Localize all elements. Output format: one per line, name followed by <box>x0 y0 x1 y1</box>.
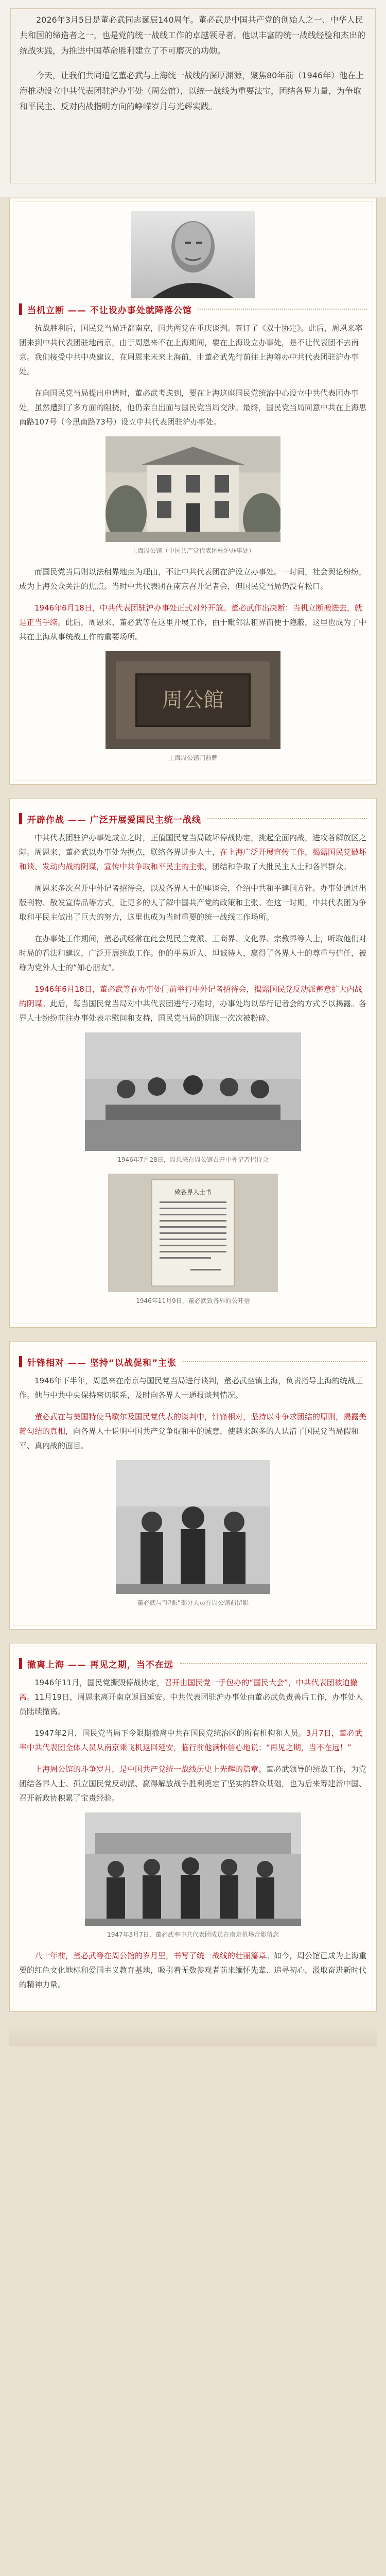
heading-divider <box>207 818 367 819</box>
nameplate-text: 周公館 <box>162 688 224 712</box>
section-heading <box>19 303 367 315</box>
section-heading <box>19 1356 367 1367</box>
section-title: 针锋相对 —— 坚持“以战促和”主张 <box>27 1358 177 1368</box>
photo-caption: 上海周公馆（中国共产党代表团驻沪办事处） <box>131 547 255 554</box>
heading-divider <box>198 309 367 310</box>
highlight-text: 1946年6月18日，中共代表团驻沪办事处正式对外开放。董必武作出决断：当机立断搬进去，就是正当手续 <box>19 603 362 627</box>
press-conference-photo <box>85 1032 301 1151</box>
highlight-text: 上海周公馆的斗争岁月，是中国共产党统一战线历史上光辉的篇章 <box>34 1765 259 1774</box>
body-paragraph: 而国民党当局则以法租界地点为理由，不让中共代表团在沪设立办事处。一时间，社会舆论纷纷，成为上海公众关注的焦点。当时中共代表团在南京召开记者会，但国民党当局仍没有松口。 <box>19 567 367 591</box>
body-paragraph <box>19 831 367 874</box>
body-paragraph: 在向国民党当局提出申请时，董必武考虑到，要在上海这座国民党统治中心设立中共代表团办事处，虽然遭到了多方面的阻挠，他仍亲自出面与国民党当局交涉。最终，国民党当局同意中共在上海思南路107号（今思南路73号）设立中共代表团驻沪办事处。 <box>19 388 367 427</box>
body-text: 中共代表团驻沪办事处成立之时，正值国民党当局破坏停战协定，挑起全面内战，进攻各解放区之际。周恩来、董必武以办事处为据点，联络各界进步人士， <box>19 833 367 857</box>
letter-title: 致各界人士书 <box>174 1189 212 1196</box>
content-wrap <box>0 197 386 2046</box>
highlight-text: 1946年6月18日，董必武等在办事处门前举行中外记者招待会，揭露国民党反动派蓄意扩大内战的阴谋 <box>19 985 362 1008</box>
body-paragraph: 1946年下半年，周恩来在南京与国民党当局进行谈判，董必武坐镇上海，负责指导上海的统战工作。他与中共中央保持密切联系，及时向各界人士通报谈判情况。 <box>19 1376 363 1400</box>
body-paragraph: 在办事处工作期间，董必武经常在此会见民主党派、工商界、文化界、宗教界等人士，听取他们对时局的看法和建议，广泛开展统战工作。他的平易近人、坦诚待人，赢得了各界人士的尊重与信任，被称为党外人士的“知心朋友”。 <box>19 934 367 972</box>
letter-photo <box>108 1174 278 1292</box>
section-title: 当机立断 —— 不让设办事处就降落公馆 <box>27 305 192 316</box>
photo-caption: 1946年11月9日，董必武致各界的公开信 <box>136 1297 250 1304</box>
photo-caption: 1946年7月28日，周恩来在周公馆召开中外记者招待会 <box>117 1156 269 1163</box>
article-card <box>9 1341 377 1630</box>
group-photo <box>116 1460 270 1594</box>
intro-section <box>0 0 386 197</box>
article-card <box>9 798 377 1328</box>
body-text: 1947年2月，国民党当局下令限期撤离中共在国民党统治区的所有机构和人员。 <box>34 1728 306 1738</box>
body-text: ，向各界人士说明中国共产党争取和平的诚意，使越来越多的人认清了国民党当局假和平、真内战的面目。 <box>19 1427 359 1450</box>
body-text: 。如今，周公馆已成为上海重要的红色文化地标和爱国主义教育基地，吸引着无数参观者前来缅怀先辈、追寻初心，汲取奋进新时代的精神力量。 <box>19 1951 367 1989</box>
body-text: 。董必武领导的统战工作，为党团结各界人士、孤立国民党反动派、赢得解放战争胜利奠定了坚实的群众基础，也为后来筹建新中国、召开新政协积累了宝贵经验。 <box>19 1765 367 1803</box>
body-paragraph <box>19 1675 367 1719</box>
article-card <box>9 198 377 785</box>
portrait-photo <box>131 211 255 298</box>
photo-caption: 董必武与“特派”部分人员在周公馆前留影 <box>137 1599 249 1606</box>
highlight-text: 八十年前，董必武等在周公馆的岁月里，书写了统一战线的壮丽篇章 <box>34 1951 267 1960</box>
nameplate-photo <box>106 651 280 749</box>
body-paragraph: 周恩来多次召开中外记者招待会，以及各界人士的座谈会，介绍中共和平建国方针。办事处通过出版刊物、散发宣传品等方式，让更多的人了解中国共产党的政策和主张。在这一时期，中共代表团为争取和平民主做出了巨大的努力，这里也成为当时重要的统一战线工作场所。 <box>19 884 367 922</box>
section-title: 撤离上海 —— 再见之期，当不在远 <box>27 1659 173 1670</box>
section-title: 开辟作战 —— 广泛开展爱国民主统一战线 <box>27 815 201 825</box>
heading-accent-bar <box>19 303 22 315</box>
body-text: 。此后，周恩来、董必武等在这里开展工作，由于毗邻法租界而便于隐蔽，这里也成为了中共在上海从事统战工作的重要场所。 <box>19 618 367 641</box>
section-heading <box>19 813 367 824</box>
section-heading <box>19 1658 367 1669</box>
photo-caption: 1947年3月7日，董必武率中共代表团成员在南京机场合影留念 <box>107 1931 279 1938</box>
body-paragraph <box>19 1410 367 1453</box>
heading-accent-bar <box>19 813 22 824</box>
highlight-text: 董必武在与美国特使马歇尔及国民党代表的谈判中，针锋相对，坚持以斗争求团结的原则，揭露美蒋勾结的真相 <box>19 1412 367 1436</box>
heading-accent-bar <box>19 1658 22 1669</box>
photo-caption: 上海周公馆门前牌 <box>168 754 218 761</box>
highlight-text: 召开由国民党一手包办的“国民大会”，中共代表团被迫撤离 <box>19 1678 358 1702</box>
airport-photo <box>85 1812 301 1926</box>
article-card <box>9 1643 377 2012</box>
heading-divider <box>183 1361 367 1362</box>
body-text: 。11月19日，周恩来离开南京返回延安。中共代表团驻沪办事处由董必武负责善后工作，办事处人员陆续撤离。 <box>19 1692 363 1716</box>
footer-band <box>9 2025 377 2046</box>
body-paragraph <box>19 982 367 1025</box>
body-paragraph <box>19 1762 367 1805</box>
body-paragraph <box>19 1948 367 1992</box>
body-text: 。此后，每当国民党当局对中共代表团进行刁难时，办事处均以举行记者会的方式予以揭露。各界人士纷纷前往办事处表示慰问和支持，国民党当局的阴谋一次次被粉碎。 <box>19 999 367 1023</box>
body-text: ，团结和争取了大批民主人士和各界群众。 <box>204 862 352 871</box>
highlight-text: 3月7日，董必武率中共代表团全体人员从南京乘飞机返回延安，临行前他满怀信心地说：“再见之期，当不在远！” <box>19 1728 362 1752</box>
heading-divider <box>180 1663 367 1664</box>
intro-paragraph: 2026年3月5日是董必武同志诞辰140周年。董必武是中国共产党的创始人之一、中华人民共和国的缔造者之一，也是党的统一战线工作的卓越领导者。他以丰富的统一战线经验和杰出的统战实践，为推进中国革命胜利建立了不可磨灭的功勋。 <box>20 15 366 56</box>
body-text: 1946年11月，国民党撕毁停战协定， <box>34 1678 165 1687</box>
building-photo <box>106 436 280 542</box>
body-paragraph: 抗战胜利后，国民党当局迁都南京，国共两党在重庆谈判。签订了《双十协定》。此后，周恩来率团来到中共代表团驻地南京，由于周恩来不在上海期间，要在上海设立办事处，是不让代表团不去南京。我们接受中共中央建议，在周恩来未来上海前，由董必武先行前往上海筹办中共代表团驻沪办事处。 <box>19 324 363 376</box>
heading-accent-bar <box>19 1356 22 1367</box>
intro-paragraph: 今天，让我们共同追忆董必武与上海统一战线的深厚渊源，聚焦80年前（1946年）他在上海推动设立中共代表团驻沪办事处（周公馆），以统一战线为重要法宝，团结各界力量，为争取和平民主、反对内战指明方向的峥嵘岁月与光辉实践。 <box>20 71 364 111</box>
body-paragraph <box>19 601 367 644</box>
body-paragraph <box>19 1726 367 1755</box>
highlight-text: 在上海广泛开展宣传工作，揭露国民党破坏和谈、发动内战的阴谋，宣传中共争取和平民主的主张 <box>19 848 367 871</box>
